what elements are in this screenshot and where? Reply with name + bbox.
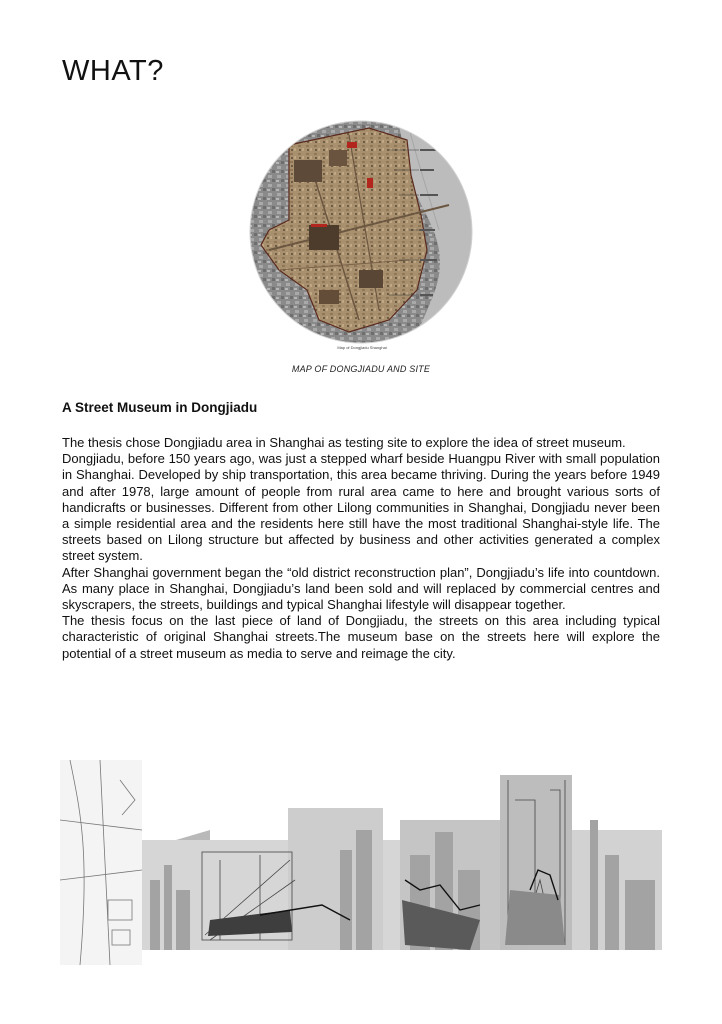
aerial-map-circle-icon: [249, 120, 473, 344]
body-text: [62, 435, 660, 662]
map-subcaption: Map of Dongjiadu Shanghai: [337, 345, 387, 350]
map-caption: MAP OF DONGJIADU AND SITE: [291, 364, 431, 374]
paragraph: Dongjiadu, before 150 years ago, was just a stepped wharf beside Huangpu River with small population in Shanghai. Developed by ship transportation, this area became thriving. During the years before 1949 and after 1978, large amount of people from rural area came to here and brought various sorts of handicrafts or businesses. Different from other Lilong communities in Shanghai, Dongjiadu never been a simple residential area and the residents here still have the most traditional Shanghai-style life. The streets based on Lilong structure but affected by business and other activities generated a complex street system.: [62, 451, 660, 564]
paragraph: The thesis chose Dongjiadu area in Shanghai as testing site to explore the idea of street museum.: [62, 435, 626, 450]
section-heading: A Street Museum in Dongjiadu: [62, 400, 258, 415]
page-title: WHAT?: [62, 55, 164, 87]
paragraph: After Shanghai government began the “old district reconstruction plan”, Dongjiadu’s life into countdown. As many place in Shanghai, Dongjiadu’s land been sold and will replaced by commercial centres and skyscrapers, the streets, buildings and typical Shanghai lifestyle will disappear together.: [62, 564, 660, 613]
site-map-figure: [249, 120, 473, 344]
paragraph: The thesis focus on the last piece of land of Dongjiadu, the streets on this area including typical characteristic of original Shanghai streets.The museum base on the streets here will explore the potential of a street museum as media to serve and reimage the city.: [62, 613, 660, 661]
street-collage-figure: [60, 760, 662, 965]
street-collage-illustration-icon: [60, 760, 662, 965]
